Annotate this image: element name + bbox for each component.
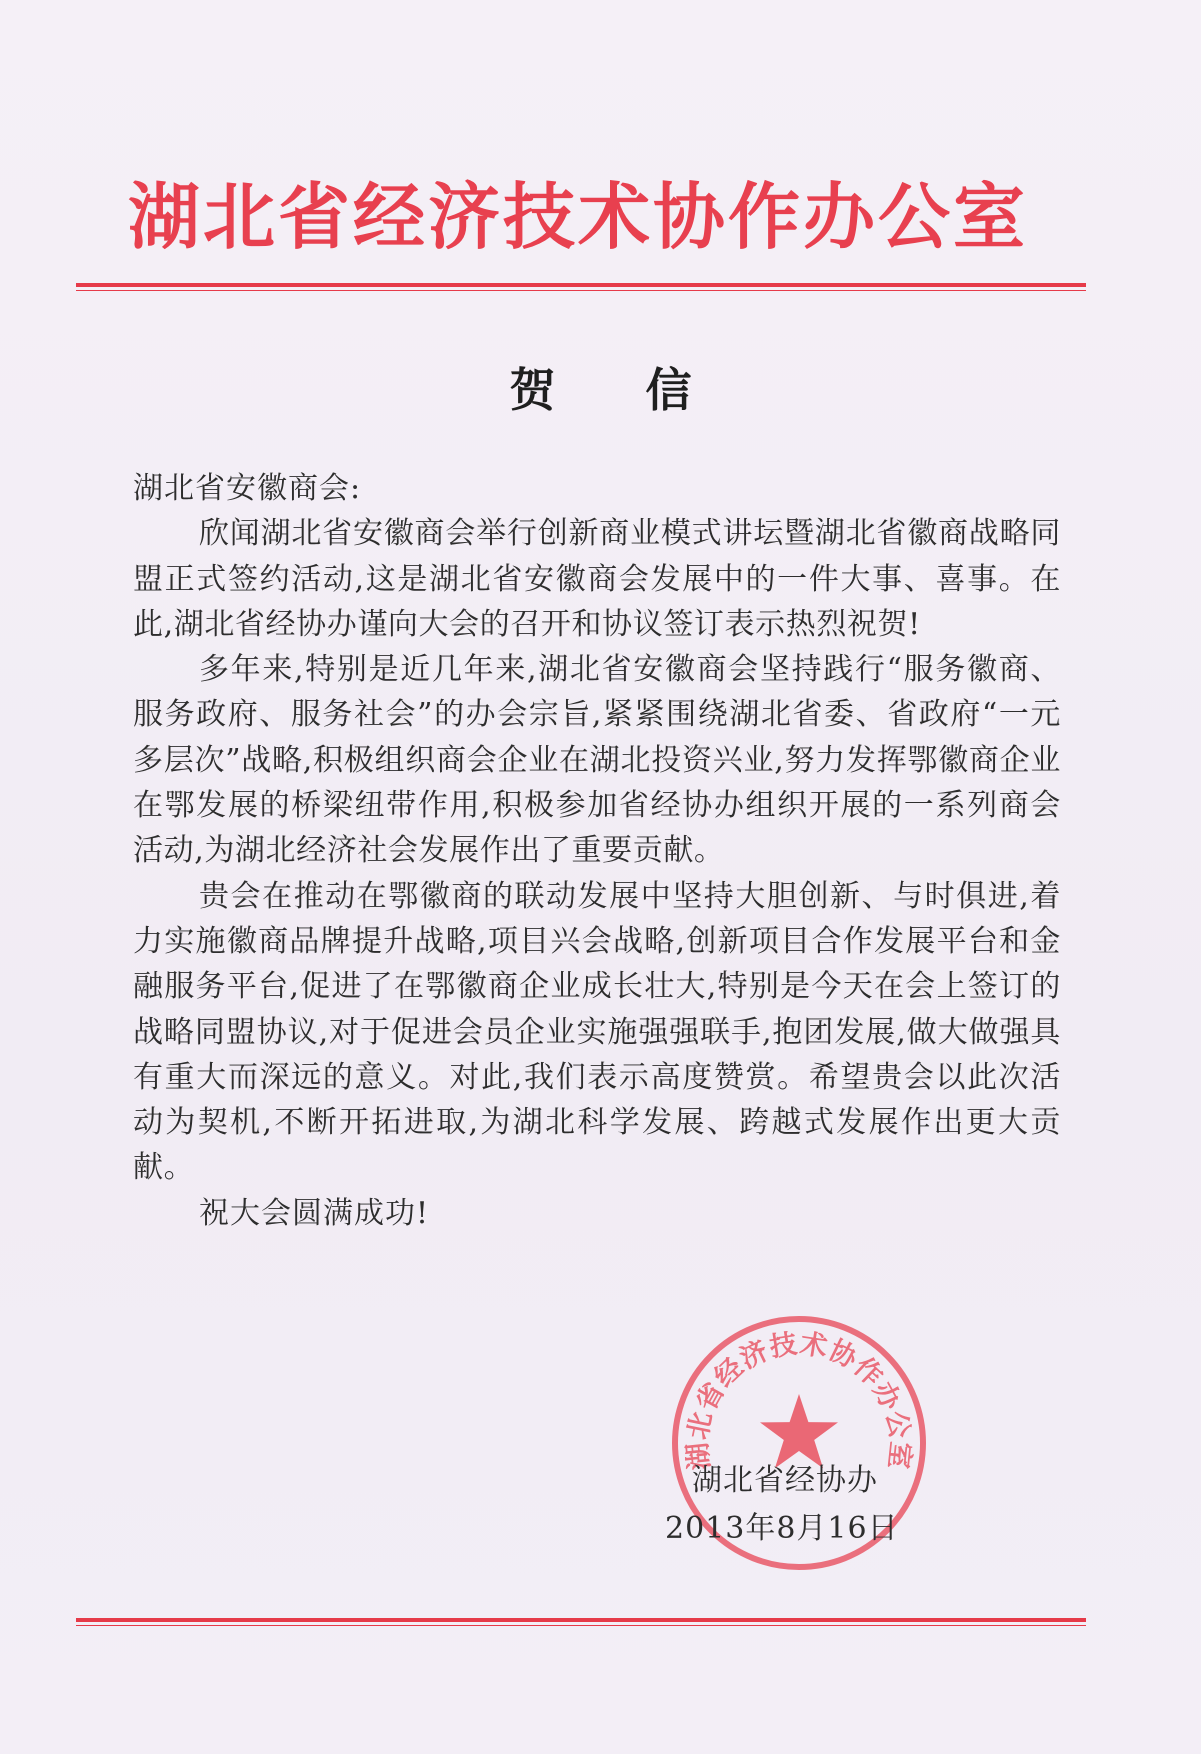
document-title: 贺信 bbox=[509, 363, 782, 417]
letterhead-red-rule bbox=[76, 283, 1086, 291]
signature-date: 2013年8月16日 bbox=[665, 1511, 899, 1546]
signature-block bbox=[640, 1457, 940, 1553]
letter-body bbox=[133, 466, 1061, 1236]
salutation: 湖北省安徽商会: bbox=[133, 471, 362, 506]
closing-line: 祝大会圆满成功! bbox=[199, 1195, 430, 1231]
footer-red-rule bbox=[76, 1618, 1086, 1626]
paragraph-2: 多年来,特别是近几年来,湖北省安徽商会坚持践行“服务徽商、服务政府、服务社会”的办会宗旨,紧紧围绕湖北省委、省政府“一元多层次”战略,积极组织商会企业在湖北投资兴业,努力发挥鄂徽商企业在鄂发展的桥梁纽带作用,积极参加省经协办组织开展的一系列商会活动,为湖北经济社会发展作出了重要贡献。 bbox=[133, 652, 1061, 869]
seal-text: 湖北省经济技术协作办公室 bbox=[682, 1328, 916, 1472]
paragraph-1: 欣闻湖北省安徽商会举行创新商业模式讲坛暨湖北省徽商战略同盟正式签约活动,这是湖北省安徽商会发展中的一件大事、喜事。在此,湖北省经协办谨向大会的召开和协议签订表示热烈祝贺! bbox=[133, 516, 1061, 642]
letterhead-title: 湖北省经济技术协作办公室 bbox=[128, 175, 1029, 259]
paragraph-3: 贵会在推动在鄂徽商的联动发展中坚持大胆创新、与时俱进,着力实施徽商品牌提升战略,项目兴会战略,创新项目合作发展平台和金融服务平台,促进了在鄂徽商企业成长壮大,特别是今天在会上签订的战略同盟协议,对于促进会员企业实施强强联手,抱团发展,做大做强具有重大而深远的意义。对此,我们表示高度赞赏。希望贵会以此次活动为契机,不断开拓进取,为湖北科学发展、跨越式发展作出更大贡献。 bbox=[133, 878, 1061, 1186]
signature-org: 湖北省经协办 bbox=[692, 1463, 878, 1498]
